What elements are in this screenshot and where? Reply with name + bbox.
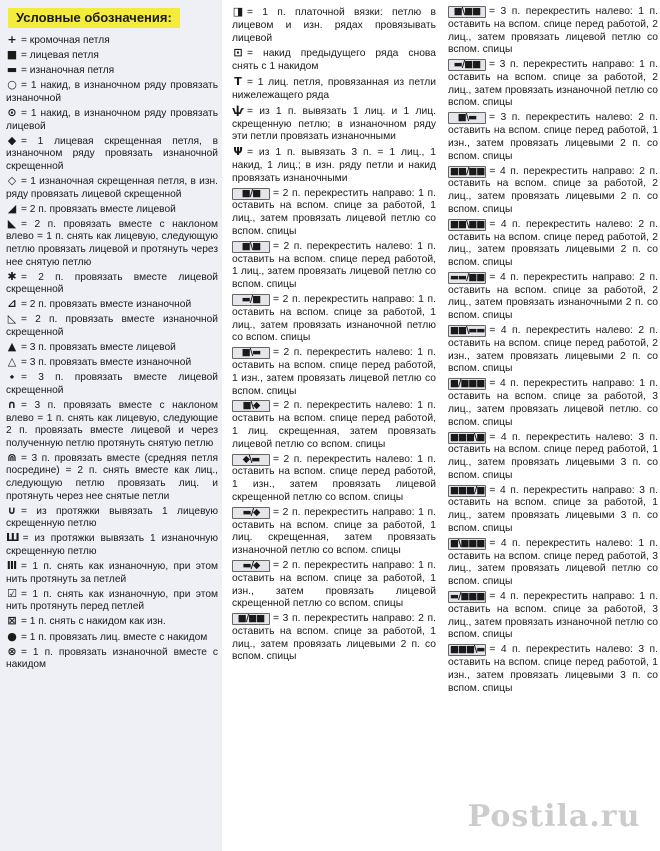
legend-entry-text: = 4 п. перекрестить направо: 3 п. оставить на вспом. спице за работой, 1 лиц., затем провязать лицевыми 3 п. со вспом. спицы [448, 484, 658, 534]
legend-entry-text: = из протяжки вывязать 1 лицевую скрещенную петлю [6, 505, 218, 530]
legend-entry [232, 560, 436, 611]
cross-left-2-crossed-icon: ■\◆ [232, 400, 270, 412]
legend-entry [6, 356, 218, 370]
legend-entry [6, 135, 218, 174]
legend-entry [6, 34, 218, 48]
legend-entry-text: = 2 п. перекрестить направо: 1 п. оставить на вспом. спице за работой, 1 лиц., затем провязать изнаночной петлю со вспом. спицы [232, 294, 436, 344]
legend-column-1 [0, 0, 222, 851]
cross-left-3-purl-icon: ■\▬ [448, 112, 486, 124]
legend-entry [232, 6, 436, 45]
legend-entry-text: = 2 п. провязать вместе изнаночной скрещенной [6, 314, 218, 338]
legend-entry-text: = 1 п. платочной вязки: петлю в лицевом и изн. рядах провязывать лицевой [232, 7, 436, 44]
sk2p-left-icon: ∩ [7, 397, 17, 411]
yarn-over-knit-icon: ⊙ [7, 105, 17, 119]
legend-list-2 [232, 6, 436, 664]
legend-entry [448, 6, 658, 57]
cross-right-4-purl-icon: ▬▬/■■ [450, 271, 485, 283]
legend-entry-text: = 4 п. перекрестить налево: 2 п. оставить на вспом. спице перед работой, 2 лиц., затем провязать лицевыми 2 п. со вспом. спицы [448, 218, 658, 268]
legend-entry-text: = 4 п. перекрестить налево: 3 п. оставить на вспом. спице перед работой, 1 лиц., затем провязать лицевыми 3 п. со вспом. спицы [448, 431, 658, 481]
cross-right-2-crossed-purl-icon: ▬/◆ [232, 507, 270, 519]
purl-stitch-icon: ▬ [6, 63, 18, 77]
legend-entry [6, 532, 218, 558]
legend-entry-text: = 3 п. провязать вместе (средняя петля посредине) = 2 п. снять вместе как лиц., следующую петлю провязать лиц. и протянуть через нее снятые петли [6, 452, 218, 502]
legend-entry-text: = 4 п. перекрестить налево: 1 п. оставить на вспом. спице перед работой, 3 лиц., затем провязать лицевой петлю со вспом. спицы [448, 537, 658, 588]
legend-entry [6, 399, 218, 450]
legend-entry [6, 313, 218, 339]
legend-entry [6, 588, 218, 614]
legend-entry [232, 146, 436, 185]
legend-entry [448, 591, 658, 642]
legend-entry-text: = 3 п. перекрестить направо: 1 п. оставить на вспом. спице за работой, 2 лиц., затем провязать изнаночной петлю со вспом. спицы [448, 59, 658, 109]
legend-entry [232, 507, 436, 558]
cross-right-3-purl-icon: ▬/■■ [448, 59, 486, 71]
legend-entry-text: = изнаночная петля [21, 65, 115, 77]
legend-entry [448, 219, 658, 270]
crossed-purl-icon: ◇ [7, 173, 17, 187]
legend-entry-text: = 1 накид, в изнаночном ряду провязать лицевой [6, 107, 218, 132]
legend-entry-text: = 2 п. перекрестить налево: 1 п. оставить на вспом. спице перед работой, 1 лиц. скрещенная, затем провязать лицевой петлю со вспом. спицы [232, 400, 436, 450]
legend-entry-text: = 2 п. провязать вместе лицевой [21, 203, 176, 215]
legend-entry [6, 175, 218, 201]
legend-entry [6, 631, 218, 645]
legend-entry-text: = 1 изнаночная скрещенная петля, в изн. ряду провязать лицевой скрещенной [6, 175, 218, 200]
cross-left-3-icon: ■\■■ [448, 6, 486, 18]
legend-entry [6, 298, 218, 312]
legend-entry [448, 325, 658, 376]
legend-entry [448, 538, 658, 589]
slip-with-yo-icon: ⊠ [7, 614, 17, 628]
legend-entry-text: = из протяжки вывязать 1 изнаночную скрещенную петлю [6, 533, 218, 557]
legend-entry [232, 76, 436, 103]
page-title: Условные обозначения: [8, 8, 180, 28]
legend-entry-text: = 1 накид, в изнаночном ряду провязать изнаночной [6, 80, 218, 104]
slip-purlwise-back-icon: Ⅲ [6, 559, 18, 573]
legend-entry-text: = лицевая петля [21, 50, 99, 62]
purl-with-yo-icon: ⊗ [7, 644, 17, 658]
legend-entry-text: = 1 лицевая скрещенная петля, в изнаночном ряду провязать изнаночной скрещенной [6, 135, 218, 172]
legend-entry-text: = 3 п. провязать вместе с наклоном влево = 1 п. снять как лицевую, следующие 2 п. провязать вместе лицевой и через полученную петлю протянуть снятую петлю [6, 399, 218, 449]
cross-left-4-3x1-icon: ■■■\■ [450, 431, 485, 443]
legend-entry [448, 644, 658, 695]
k2tog-right-icon: ◢ [7, 201, 17, 215]
legend-entry-text: = 2 п. перекрестить направо: 1 п. оставить на вспом. спице за работой, 1 лиц. скрещенная, затем провязать изнаночной петлю со вспом. спицы [232, 506, 436, 557]
garter-stitch-icon: ◨ [232, 5, 244, 18]
central-double-decrease-icon: ⋒ [7, 450, 17, 464]
legend-entry [448, 59, 658, 110]
legend-entry-text: = 1 п. снять как изнаночную, при этом нить протянуть за петлей [6, 561, 218, 585]
legend-entry [6, 646, 218, 672]
legend-list-3 [448, 6, 658, 695]
legend-entry [6, 107, 218, 133]
legend-entry [6, 615, 218, 629]
legend-entry [6, 49, 218, 63]
legend-entry-text: = 3 п. провязать вместе лицевой [21, 342, 176, 354]
legend-entry [6, 79, 218, 105]
legend-entry-text: = 1 п. провязать изнаночной вместе с накидом [6, 646, 218, 671]
legend-list-1 [6, 34, 218, 672]
cross-left-2-icon: ■\■ [232, 241, 270, 253]
legend-entry-text: = 3 п. провязать вместе изнаночной [21, 357, 192, 369]
cross-right-4-purl-1x3-icon: ▬/■■■ [450, 591, 485, 603]
legend-entry [448, 166, 658, 217]
legend-entry-text: = 2 п. перекрестить налево: 1 п. оставить на вспом. спице перед работой, 1 изн., затем провязать лицевой петлю со вспом. спицы [232, 347, 436, 397]
p3tog-icon: △ [7, 355, 17, 369]
legend-entry-text: = 1 п. снять как изнаночную, при этом нить протянуть перед петлей [6, 588, 218, 613]
legend-entry [6, 505, 218, 531]
legend-entry-text: = накид предыдущего ряда снова снять с 1 накидом [232, 48, 436, 73]
legend-entry [6, 341, 218, 355]
legend-entry-text: = 2 п. перекрестить направо: 1 п. оставить на вспом. спице за работой, 1 лиц., затем провязать лицевой петлю со вспом. спицы [232, 187, 436, 237]
k3tog-icon: ▲ [7, 340, 17, 354]
yarn-over-icon: ○ [7, 78, 17, 92]
bar-increase-purl-icon: Ш [6, 531, 20, 545]
legend-entry-text: = 2 п. провязать вместе изнаночной [21, 299, 192, 311]
cross-left-2-crossed-purl-icon: ◆\▬ [232, 454, 270, 466]
legend-entry [232, 105, 436, 144]
legend-entry-text: = 2 п. перекрестить налево: 1 п. оставить на вспом. спице перед работой, 1 изн., затем провязать лицевой скрещенной петлю со вспом. спицы [232, 453, 436, 503]
legend-entry [232, 454, 436, 505]
legend-entry-text: = 1 лиц. петля, провязанная из петли нижележащего ряда [232, 77, 436, 101]
legend-entry-text: = 1 п. провязать лиц. вместе с накидом [21, 631, 208, 643]
k1-yo-k1-icon: ѱ [232, 103, 244, 117]
legend-entry-text: = 2 п. провязать вместе с наклоном влево = 1 п. снять как лицевую, следующую петлю провязать лицевой и протянуть через нее снятую петлю [6, 218, 218, 268]
legend-entry-text: = 1 п. снять с накидом как изн. [21, 616, 166, 628]
legend-entry-text: = 4 п. перекрестить налево: 3 п. оставить на вспом. спице перед работой, 1 изн., затем провязать лицевыми 3 п. со вспом. спицы [448, 644, 658, 694]
legend-entry [6, 452, 218, 503]
cross-right-3-icon: ■/■■ [232, 613, 270, 625]
legend-entry [448, 112, 658, 163]
legend-entry-text: = 4 п. перекрестить направо: 1 п. оставить на вспом. спице за работой, 3 лиц., затем провязать изнаночной петлю со вспом. спицы [448, 591, 658, 641]
legend-entry [448, 378, 658, 429]
legend-entry [232, 347, 436, 398]
legend-entry-text: = 2 п. провязать вместе лицевой скрещенной [6, 271, 218, 296]
legend-entry-text: = 3 п. провязать вместе лицевой скрещенной [6, 372, 218, 396]
legend-entry-text: = 3 п. перекрестить налево: 2 п. оставить на вспом. спице перед работой, 1 изн., затем провязать лицевыми 2 п. со вспом. спицы [448, 112, 658, 162]
legend-entry [232, 188, 436, 239]
legend-entry [6, 560, 218, 586]
legend-entry [6, 218, 218, 269]
k1-yo-k1-three-icon: Ψ [233, 145, 243, 159]
legend-entry [232, 241, 436, 292]
cross-left-4-icon: ■■\■■ [450, 218, 485, 230]
crossed-knit-icon: ◆ [7, 133, 17, 147]
knit-stitch-icon: ■ [6, 48, 18, 62]
legend-entry-text: = из 1 п. вывязать 3 п. = 1 лиц., 1 накид, 1 лиц.; в изн. ряду петли и накид провязать изнаночными [232, 147, 436, 184]
slip-purlwise-front-icon: ☑ [7, 586, 17, 600]
cross-left-4-purl-3x1-icon: ■■■\▬ [450, 644, 485, 656]
legend-entry-text: = 2 п. перекрестить направо: 1 п. оставить на вспом. спице за работой, 1 изн., затем провязать лицевой скрещенной петлю со вспом. спицы [232, 560, 436, 610]
legend-entry [232, 47, 436, 74]
legend-entry [232, 294, 436, 345]
p2tog-icon: ⊿ [7, 297, 17, 311]
legend-entry [6, 371, 218, 397]
bar-increase-knit-icon: ∪ [7, 503, 17, 517]
k3tog-crossed-icon: ⬩ [10, 370, 14, 384]
legend-entry-text: = 3 п. перекрестить налево: 1 п. оставить на вспом. спице перед работой, 2 лиц., затем провязать лицевой петлю со вспом. спицы [448, 6, 658, 56]
cross-right-2-purl-crossed-icon: ▬/◆ [232, 560, 270, 572]
legend-entry [448, 432, 658, 483]
legend-entry [448, 272, 658, 323]
legend-entry-text: = из 1 п. вывязать 1 лиц. и 1 лиц. скрещенную петлю; в изнаночном ряду эти петли провязать изнаночными [232, 105, 436, 143]
prev-row-yo-icon: ⊡ [233, 46, 243, 60]
watermark-text: Postila.ru [467, 798, 641, 834]
legend-entry [232, 400, 436, 451]
k2tog-left-icon: ◣ [7, 216, 17, 230]
legend-entry [448, 485, 658, 536]
legend-entry-text: = кромочная петля [21, 35, 110, 46]
legend-column-3 [444, 0, 660, 851]
cross-right-2-purl-icon: ▬/■ [232, 294, 270, 306]
legend-column-2 [228, 0, 438, 851]
cross-right-4-1x3-icon: ■/■■■ [450, 378, 485, 390]
knit-below-icon: T [234, 75, 242, 89]
legend-entry [6, 271, 218, 297]
legend-entry [6, 203, 218, 217]
cross-left-4-1x3-icon: ■\■■■ [450, 537, 485, 549]
legend-entry [6, 64, 218, 78]
cross-right-2-icon: ■/■ [232, 188, 270, 200]
legend-entry-text: = 4 п. перекрестить направо: 2 п. оставить на вспом. спице за работой, 2 лиц., затем провязать лицевыми 2 п. со вспом. спицы [448, 165, 658, 215]
knit-with-yo-icon: ● [7, 629, 17, 643]
legend-entry [232, 613, 436, 664]
legend-entry-text: = 4 п. перекрестить направо: 2 п. оставить на вспом. спице за работой, 2 лиц., затем провязать изнаночными 2 п. со вспом. спицы [448, 271, 658, 322]
cross-right-4-icon: ■■/■■ [450, 165, 485, 177]
cross-left-2-purl-icon: ■\▬ [232, 347, 270, 359]
cross-left-4-purl-icon: ■■\▬▬ [450, 325, 485, 337]
legend-entry-text: = 4 п. перекрестить направо: 1 п. оставить на вспом. спице за работой, 3 лиц., затем провязать лицевой петлю. со вспом. спицы [448, 378, 658, 428]
p2tog-crossed-icon: ◺ [7, 312, 17, 326]
legend-entry-text: = 3 п. перекрестить направо: 2 п. оставить на вспом. спице за работой, 1 лиц., затем провязать лицевыми 2 п. со вспом. спицы [232, 613, 436, 663]
legend-entry-text: = 4 п. перекрестить налево: 2 п. оставить на вспом. спице перед работой, 2 изн., затем провязать лицевыми 2 п. со вспом. спицы [448, 325, 658, 375]
k2tog-crossed-icon: ✱ [7, 269, 17, 283]
legend-entry-text: = 2 п. перекрестить налево: 1 п. оставить на вспом. спице перед работой, 1 лиц., затем провязать лицевой петлю со вспом. спицы [232, 240, 436, 291]
edge-stitch-icon: + [7, 33, 17, 46]
cross-right-4-3x1-icon: ■■■/■ [450, 484, 485, 496]
